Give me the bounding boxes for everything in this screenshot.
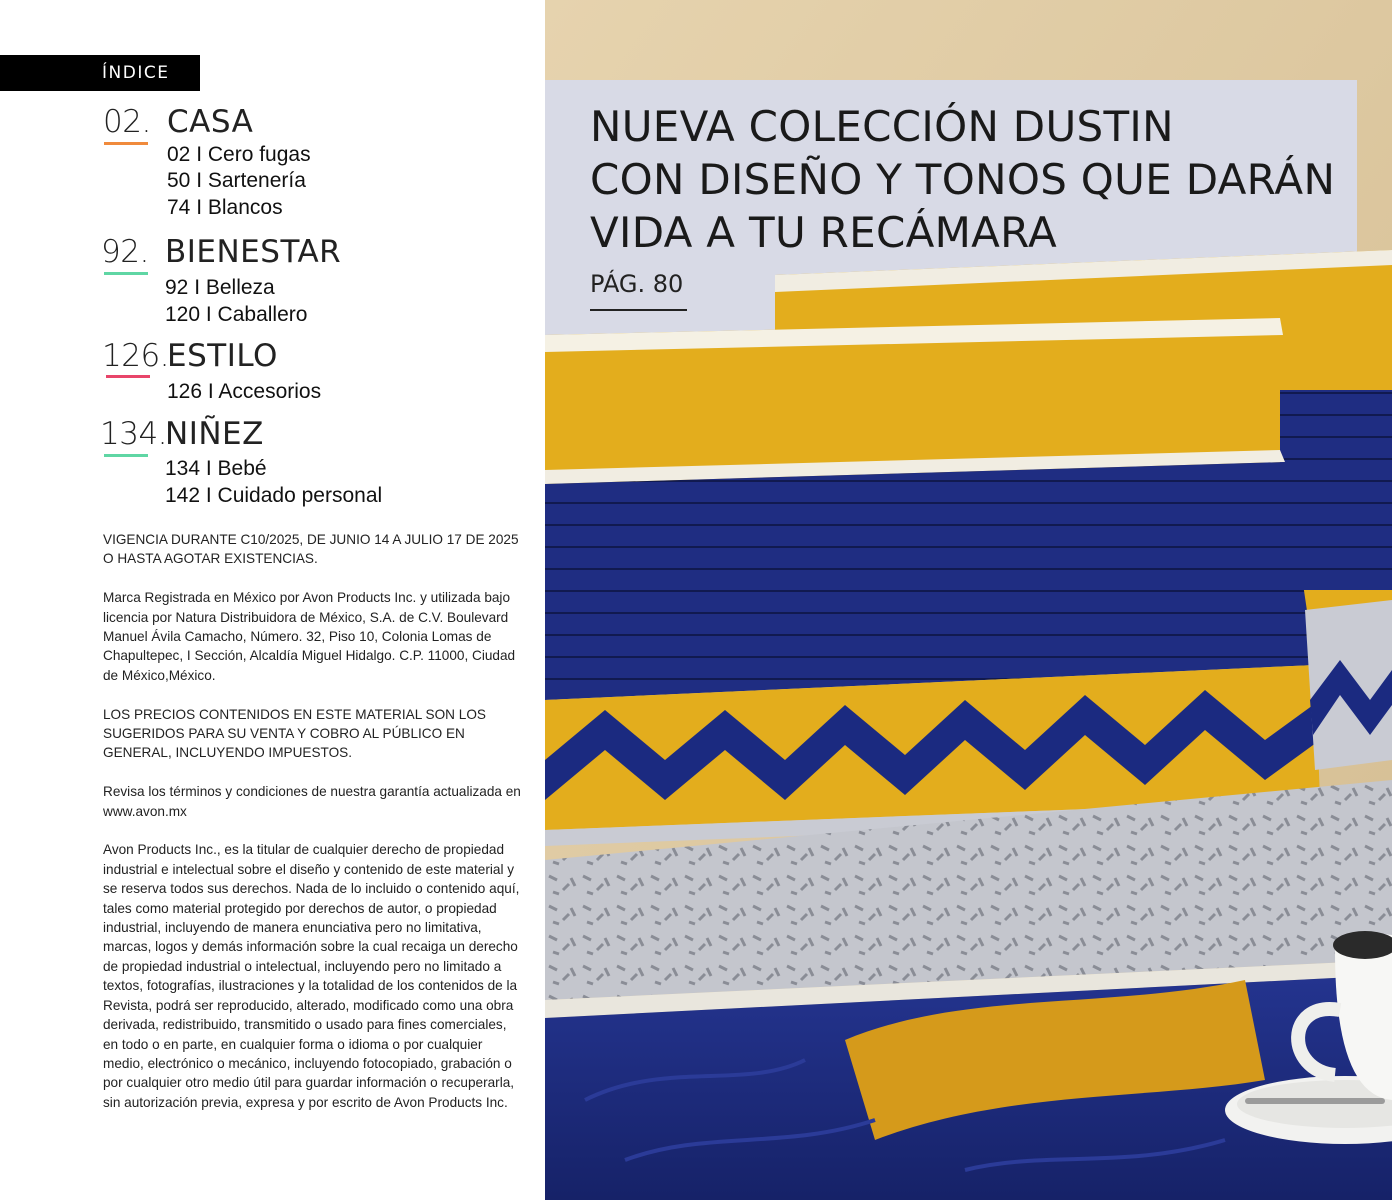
section-item[interactable]: 74 I Blancos — [167, 196, 283, 219]
section-item[interactable]: 142 I Cuidado personal — [165, 484, 383, 507]
section-title: ESTILO — [167, 338, 278, 374]
warranty-notice: Revisa los términos y condiciones de nuestra garantía actualizada en www.avon.mx — [103, 784, 521, 819]
index-panel — [0, 0, 545, 1200]
section-underline — [104, 142, 148, 145]
section-item[interactable]: 126 I Accesorios — [167, 380, 322, 403]
section-item[interactable]: 02 I Cero fugas — [167, 143, 311, 166]
index-label: ÍNDICE — [0, 55, 200, 91]
prices-notice: LOS PRECIOS CONTENIDOS EN ESTE MATERIAL SON LOS SUGERIDOS PARA SU VENTA Y COBRO AL PÚBLICO EN GENERAL, INCLUYENDO IMPUESTOS. — [103, 706, 486, 761]
feature-photo-panel — [545, 0, 1392, 1200]
section-item[interactable]: 134 I Bebé — [165, 457, 267, 480]
headline-line: VIDA A TU RECÁMARA — [590, 208, 1057, 257]
page-reference[interactable]: PÁG. 80 — [590, 270, 684, 298]
section-underline — [104, 454, 148, 457]
legal-text — [103, 530, 523, 1132]
feature-headline — [590, 100, 1370, 259]
section-title: CASA — [167, 104, 254, 140]
validity-notice: VIGENCIA DURANTE C10/2025, DE JUNIO 14 A JULIO 17 DE 2025 O HASTA AGOTAR EXISTENCIAS. — [103, 532, 519, 567]
section-item[interactable]: 92 I Belleza — [165, 276, 275, 299]
section-number: 134. — [100, 416, 168, 452]
headline-line: NUEVA COLECCIÓN DUSTIN — [590, 102, 1174, 151]
section-underline — [104, 272, 148, 275]
section-item[interactable]: 120 I Caballero — [165, 303, 308, 326]
section-item[interactable]: 50 I Sartenería — [167, 169, 306, 192]
section-number: 126. — [102, 338, 170, 374]
section-title: NIÑEZ — [165, 416, 264, 452]
section-number: 92. — [101, 234, 149, 270]
headline-line: CON DISEÑO Y TONOS QUE DARÁN — [590, 155, 1336, 204]
page-reference-underline — [590, 309, 687, 311]
section-title: BIENESTAR — [165, 234, 342, 270]
section-underline — [106, 375, 150, 378]
trademark-notice: Marca Registrada en México por Avon Products Inc. y utilizada bajo licencia por Natura Distribuidora de México, S.A. de C.V. Boulevard Manuel Ávila Camacho, Número. 32, Piso 10, Colonia Lomas de Chapultepec, I Sección, Alcaldía Miguel Hidalgo. C.P. 11000, Ciudad de México,México. — [103, 590, 516, 683]
rights-notice: Avon Products Inc., es la titular de cualquier derecho de propiedad industrial e intelectual sobre el diseño y contenido de este material y se reserva todos sus derechos. Nada de lo incluido o contenido aquí, tales como material protegido por derechos de autor, o propiedad industrial, incluyendo de manera enunciativa pero no limitativa, marcas, logos y demás información sobre la cual recaiga un derecho de propiedad industrial o intelectual, incluyendo pero no limitado a textos, fotografías, ilustraciones y la totalidad de los contenidos de la Revista, podrá ser reproducido, alterado, modificado como una obra derivada, redistribuido, transmitido o usado para fines comerciales, en todo o en parte, en cualquier forma o idioma o por cualquier medio, electrónico o mecánico, incluyendo fotocopiado, grabación o por cualquier otro medio útil para guardar información o recuperarla, sin autorización previa, expresa y por escrito de Avon Products Inc. — [103, 842, 520, 1110]
section-number: 02. — [103, 104, 151, 140]
